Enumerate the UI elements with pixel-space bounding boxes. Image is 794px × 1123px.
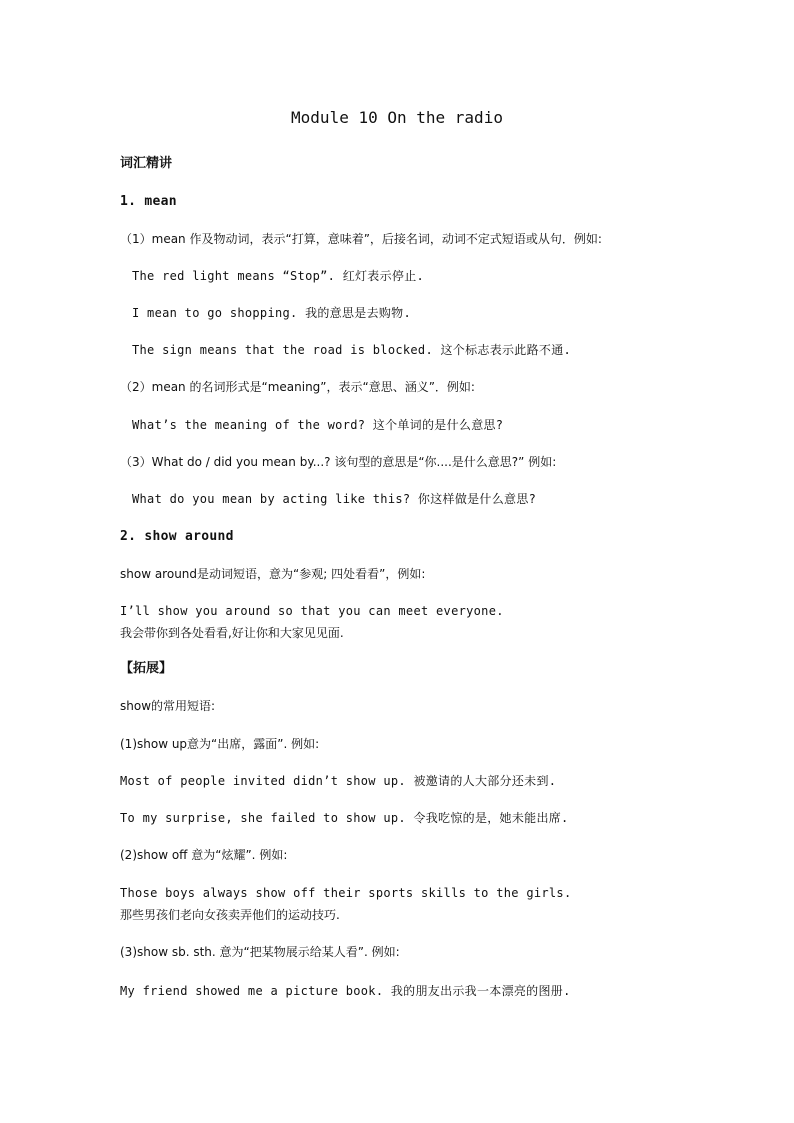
example-show-off-cn: 那些男孩们老向女孩卖弄他们的运动技巧. [120,908,340,922]
item-heading-mean: 1. mean [120,194,177,209]
example-show-you-around-en: I’ll show you around so that you can meet everyone. [120,604,504,618]
phrase-show-off: (2)show off 意为“炫耀”. 例如: [120,848,288,862]
paragraph-show-around: show around是动词短语，意为“参观; 四处看看”，例如: [120,567,426,581]
phrase-show-sb-sth: (3)show sb. sth. 意为“把某物展示给某人看”. 例如: [120,945,400,959]
example-meaning-word: What’s the meaning of the word? 这个单词的是什么意思? [132,418,504,432]
paragraph-mean-verb: （1）mean 作及物动词，表示“打算，意味着”，后接名词，动词不定式短语或从句．例如: [120,232,602,246]
example-go-shopping: I mean to go shopping. 我的意思是去购物. [132,306,411,320]
paragraph-mean-pattern: （3）What do / did you mean by...? 该句型的意思是“你....是什么意思?” 例如: [120,455,557,469]
example-show-you-around-cn: 我会带你到各处看看,好让你和大家见见面. [120,626,344,640]
page-title: Module 10 On the radio [291,108,503,127]
phrase-show-up: (1)show up意为“出席，露面”. 例如: [120,737,320,751]
example-didnt-show-up: Most of people invited didn’t show up. 被邀请的人大部分还未到. [120,774,557,788]
example-red-light: The red light means “Stop”. 红灯表示停止. [132,269,425,283]
example-show-off-en: Those boys always show off their sports skills to the girls. [120,886,572,900]
example-acting-like-this: What do you mean by acting like this? 你这样做是什么意思? [132,492,537,506]
example-sign-blocked: The sign means that the road is blocked. 这个标志表示此路不通. [132,343,572,357]
item-heading-show-around: 2. show around [120,529,234,544]
expand-intro: show的常用短语: [120,699,216,713]
expand-heading: 【拓展】 [120,661,173,676]
example-failed-to-show-up: To my surprise, she failed to show up. 令我吃惊的是，她未能出席. [120,811,569,825]
paragraph-mean-noun: （2）mean 的名词形式是“meaning”，表示“意思、涵义”．例如: [120,380,475,394]
section-heading-vocabulary: 词汇精讲 [120,156,173,171]
example-picture-book: My friend showed me a picture book. 我的朋友出示我一本漂亮的图册. [120,984,571,998]
